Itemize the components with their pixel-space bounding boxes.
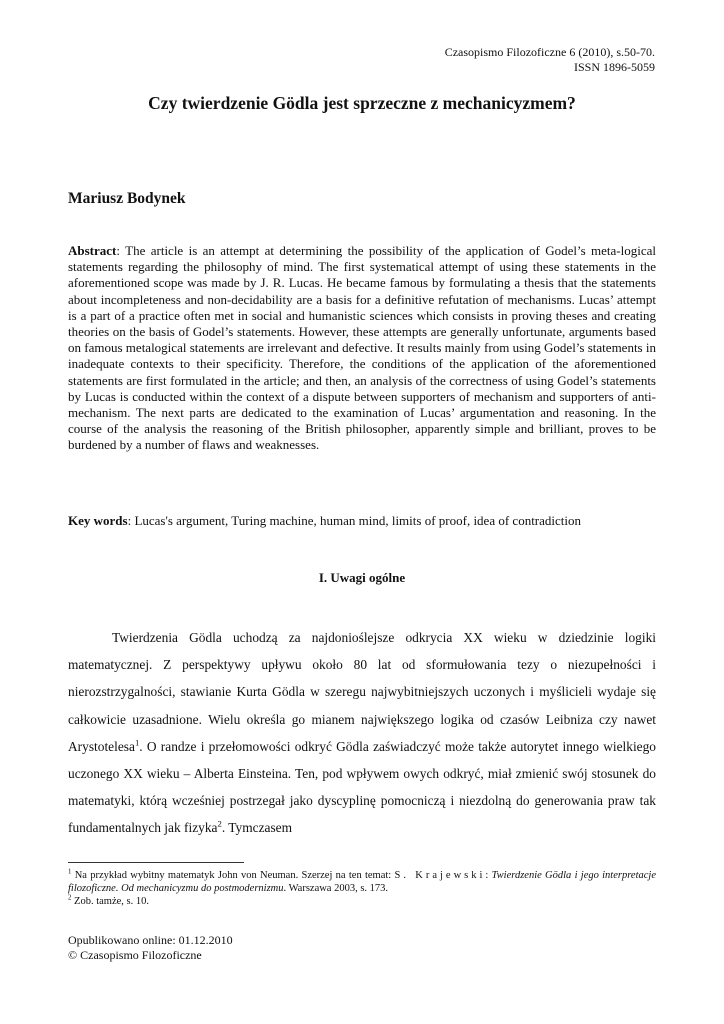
footnote-1 [68, 869, 656, 895]
body-paragraph [68, 624, 656, 842]
journal-header [445, 45, 655, 75]
keywords-label: Key words [68, 513, 128, 528]
keywords-text: : Lucas's argument, Turing machine, human mind, limits of proof, idea of contradiction [127, 513, 582, 528]
paper-title: Czy twierdzenie Gödla jest sprzeczne z mechanicyzmem? [148, 93, 576, 113]
footnote-1-author: S. Krajewski [394, 870, 486, 881]
footnote-ref-1[interactable]: 1 [134, 737, 140, 748]
author-name: Mariusz Bodynek [68, 190, 186, 207]
journal-citation: Czasopismo Filozoficzne 6 (2010), s.50-70. [444, 45, 655, 59]
footnotes [68, 869, 656, 908]
footnote-2 [68, 895, 656, 908]
footnote-2-mark: 2 [68, 894, 72, 902]
abstract-label: Abstract [68, 243, 117, 258]
body-text-part: Twierdzenia Gödla uchodzą za najdonioślejsze odkrycia XX wieku w dziedzinie logiki matematycznej. Z perspektywy upływu około 80 lat od sformułowania tezy o niezupełności i nierozstrzygalności, stawianie Kurta Gödla w szeregu najwybitniejszych uczonych i myślicieli wydaje się całkowicie uzasadnione. Wielu określa go mianem największego logika od czasów Leibniza czy nawet Arystotelesa [68, 630, 656, 754]
body-text-part: . O randze i przełomowości odkryć Gödla zaświadczyć może także autorytet innego wielkiego uczonego XX wieku – Alberta Einsteina. Ten, pod wpływem owych odkryć, miał zmienić swój stosunek do matematyki, którą wcześniej postrzegał jako dyscyplinę pomocniczą i niezdolną do generowania praw tak fundamentalnych jak fizyka [68, 738, 656, 836]
footnote-ref-2[interactable]: 2 [217, 818, 222, 829]
keywords [68, 513, 668, 529]
footnote-2-text: Zob. tamże, s. 10. [71, 896, 149, 907]
journal-issn: ISSN 1896-5059 [573, 60, 655, 74]
footnote-1-text: Na przykład wybitny matematyk John von Neuman. Szerzej na ten temat: [71, 870, 395, 881]
footnote-1-mark: 1 [68, 868, 72, 876]
body-text [68, 624, 656, 842]
abstract-text: : The article is an attempt at determining the possibility of the application of Godel’s meta-logical statements regarding the philosophy of mind. The first systematical attempt of using these statements in the aforementioned scope was made by J. R. Lucas. He became famous by formulating a thesis that the statements about incompleteness and non-decidability are a basis for a definitive refutation of mechanisms. Lucas’ attempt is a part of a practice often met in social and humanistic sciences which consists in proving theses and creating theories on the basis of Godel’s statements. However, these attempts are generally unfortunate, arguments based on famous metalogical statements are irrelevant and defective. It results mainly from using Godel’s statements in inadequate contexts to their specificity. Therefore, the conditions of the application of the aforementioned statements are first formulated in the article; and then, an analysis of the correctness of using Godel’s statements by Lucas is conducted within the context of a dispute between supporters of mechanism and supporters of anti-mechanism. The next parts are dedicated to the examination of Lucas’ argumentation and reasoning. In the course of the analysis the reasoning of the British philosopher, apparently simple and brilliant, proves to be burdened by a number of flaws and weaknesses. [68, 243, 656, 453]
footnote-divider [68, 862, 244, 863]
body-text-part: . Tymczasem [221, 820, 293, 836]
section-heading: I. Uwagi ogólne [318, 570, 406, 585]
footnote-1-text: : [485, 870, 492, 881]
copyright: © Czasopismo Filozoficzne [68, 948, 202, 962]
footnote-1-text: . Warszawa 2003, s. 173. [283, 883, 389, 894]
footnote-1-title: Twierdzenie Gödla i jego interpretacje filozoficzne. Od mechanicyzmu do postmodernizmu [68, 870, 656, 894]
publication-footer [68, 933, 233, 963]
published-date: Opublikowano online: 01.12.2010 [68, 933, 233, 947]
abstract [68, 243, 656, 454]
